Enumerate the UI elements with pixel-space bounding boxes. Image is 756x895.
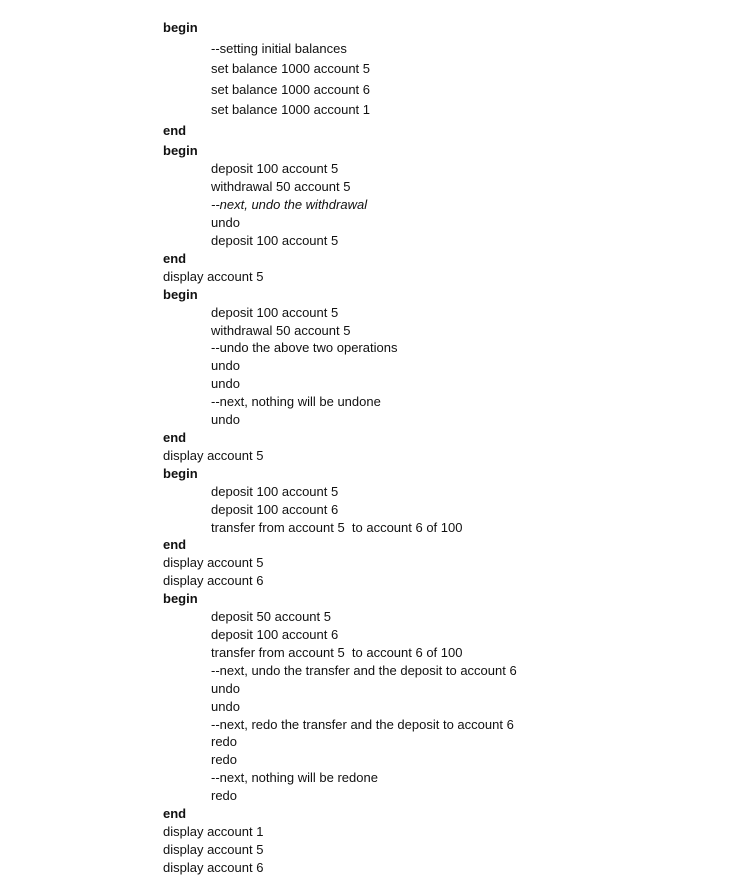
code-line: deposit 100 account 5 (211, 233, 339, 248)
code-line: withdrawal 50 account 5 (211, 323, 351, 338)
keyword-end: end (163, 251, 187, 266)
comment-line: --next, undo the transfer and the deposit to account 6 (211, 663, 517, 678)
code-line: withdrawal 50 account 5 (211, 179, 351, 194)
code-line: deposit 100 account 5 (211, 305, 339, 320)
keyword-end: end (163, 430, 187, 445)
code-line: display account 6 (163, 573, 264, 588)
code-line: transfer from account 5 to account 6 of 100 (211, 645, 463, 660)
code-line: set balance 1000 account 5 (211, 61, 371, 76)
keyword-end: end (163, 537, 187, 552)
comment-line: --next, undo the withdrawal (211, 197, 368, 212)
keyword-begin: begin (163, 466, 198, 481)
comment-line: --next, nothing will be undone (211, 394, 381, 409)
code-line: display account 5 (163, 448, 264, 463)
code-line: redo (211, 734, 238, 749)
code-line: undo (211, 681, 240, 696)
code-line: deposit 100 account 5 (211, 484, 339, 499)
code-line: undo (211, 699, 240, 714)
code-line: deposit 50 account 5 (211, 609, 331, 624)
comment-line: --undo the above two operations (211, 340, 398, 355)
code-line: deposit 100 account 6 (211, 502, 339, 517)
comment-line: --setting initial balances (211, 41, 347, 56)
comment-line: --next, redo the transfer and the deposit to account 6 (211, 717, 514, 732)
code-line: display account 5 (163, 269, 264, 284)
code-line: deposit 100 account 5 (211, 161, 339, 176)
keyword-begin: begin (163, 143, 198, 158)
code-line: redo (211, 752, 238, 767)
code-line: transfer from account 5 to account 6 of 100 (211, 520, 463, 535)
keyword-end: end (163, 806, 187, 821)
comment-line: --next, nothing will be redone (211, 770, 378, 785)
code-line: display account 1 (163, 824, 264, 839)
code-line: undo (211, 358, 240, 373)
code-line: display account 5 (163, 555, 264, 570)
code-line: set balance 1000 account 6 (211, 82, 371, 97)
code-line: undo (211, 215, 240, 230)
keyword-begin: begin (163, 20, 198, 35)
code-line: set balance 1000 account 1 (211, 102, 371, 117)
code-line: display account 5 (163, 842, 264, 857)
code-line: deposit 100 account 6 (211, 627, 339, 642)
keyword-begin: begin (163, 591, 198, 606)
code-line: undo (211, 412, 240, 427)
code-line: display account 6 (163, 860, 264, 875)
keyword-end: end (163, 123, 187, 138)
code-line: undo (211, 376, 240, 391)
code-line: redo (211, 788, 238, 803)
keyword-begin: begin (163, 287, 198, 302)
